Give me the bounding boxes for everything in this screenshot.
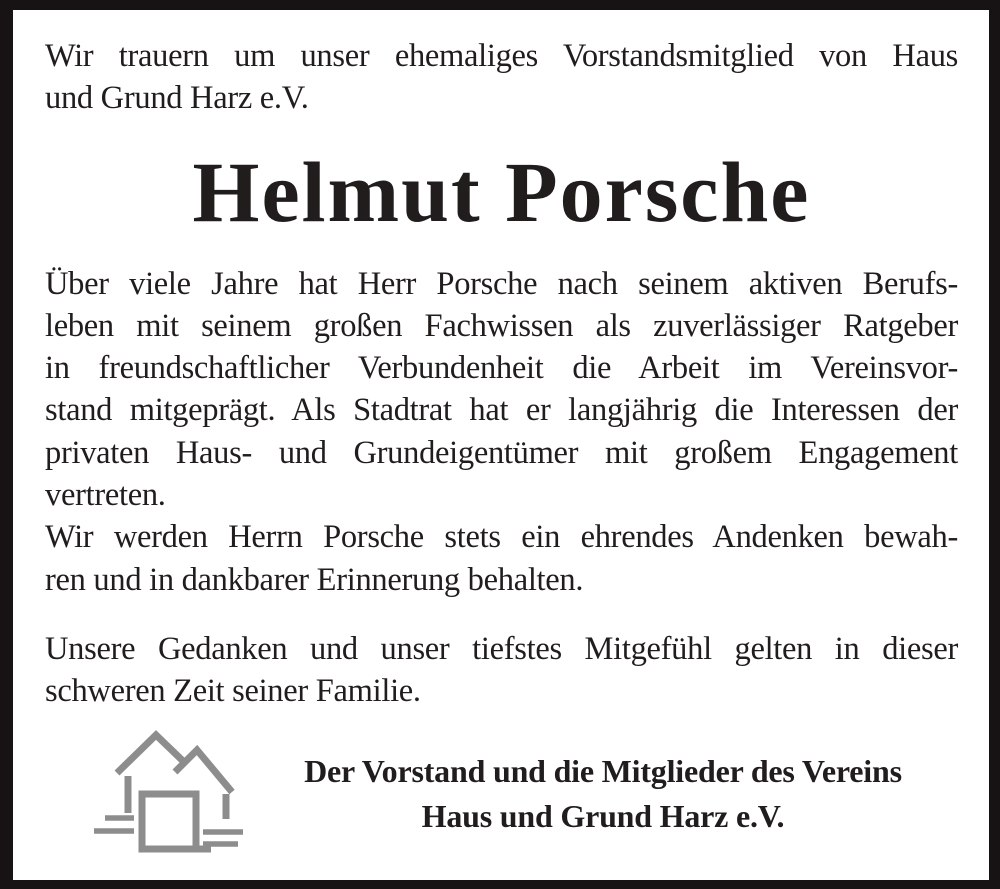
main-paragraph (45, 263, 958, 601)
intro-paragraph (45, 35, 958, 120)
text-line: und Grund Harz e.V. (45, 80, 309, 117)
deceased-name: Helmut Porsche (192, 143, 811, 240)
text-line: vertreten. (45, 477, 166, 514)
text-line: in freundschaftlicher Verbundenheit die Arbeit im Vereinsvor- (45, 350, 958, 387)
signature-block (248, 749, 958, 839)
text-line: privaten Haus- und Grundeigentümer mit großem Engagement (45, 434, 958, 471)
text-line: ren und in dankbarer Erinnerung behalten. (45, 561, 584, 598)
text-line: schweren Zeit seiner Familie. (45, 673, 421, 710)
notice-content (13, 10, 989, 880)
text-line: leben mit seinem großen Fachwissen als zuverlässiger Ratgeber (45, 307, 958, 344)
signature-line-1: Der Vorstand und die Mitglieder des Vereins (304, 752, 902, 789)
text-line: stand mitgeprägt. Als Stadtrat hat er langjährig die Interessen der (45, 392, 958, 429)
haus-und-grund-logo-icon (78, 727, 248, 862)
condolence-paragraph (45, 628, 958, 713)
text-line: Über viele Jahre hat Herr Porsche nach seinem aktiven Berufs- (45, 265, 958, 302)
text-line: Wir trauern um unser ehemaliges Vorstandsmitglied von Haus (45, 38, 958, 74)
signature-line-2: Haus und Grund Harz e.V. (421, 797, 785, 834)
text-line: Unsere Gedanken und unser tiefstes Mitgefühl gelten in dieser (45, 630, 958, 667)
footer (45, 727, 958, 862)
text-line: Wir werden Herrn Porsche stets ein ehrendes Andenken bewah- (45, 519, 958, 556)
